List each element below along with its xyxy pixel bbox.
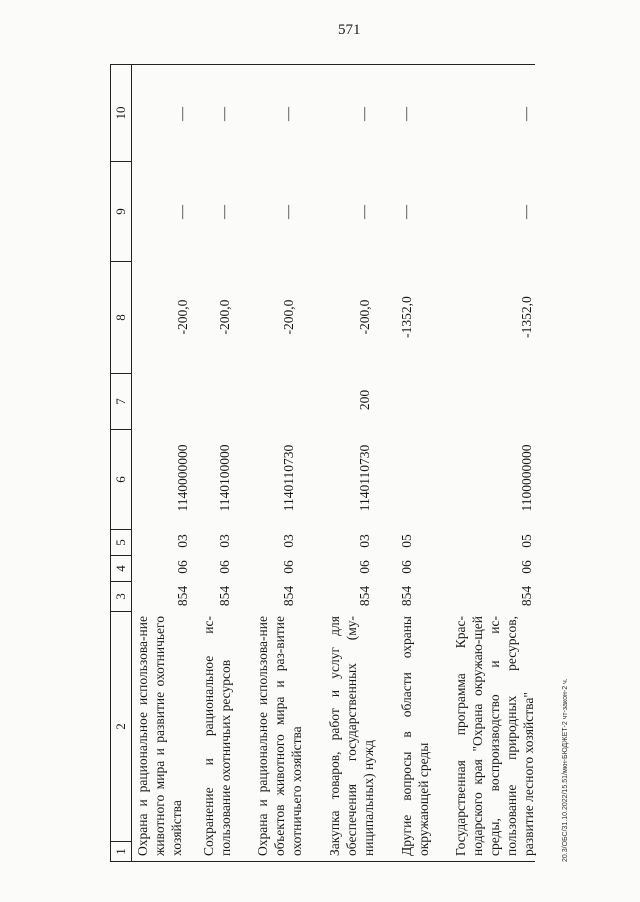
side-note: 20.3/ОБС/31.10.2022/15.51/мкн-БЮДЖЕТ-2 чт-закон-2 ч.	[562, 678, 569, 862]
table-row	[134, 64, 200, 862]
row-c3: 854	[175, 585, 190, 607]
header-col-6: 6	[111, 429, 131, 529]
table-row	[254, 64, 326, 862]
row-c4: 06	[399, 560, 414, 574]
row-c3: 854	[399, 585, 414, 607]
header-col-2: 2	[111, 611, 131, 841]
row-c8: -1352,0	[399, 296, 414, 338]
row-c5: 03	[175, 534, 190, 548]
header-col-9: 9	[111, 161, 131, 261]
row-name: Закупка товаров, работ и услуг для обеспечения государственных (му-ниципальных) нужд	[327, 616, 376, 856]
header-col-3: 3	[111, 581, 131, 611]
row-c8: -200,0	[357, 299, 372, 335]
row-c9: —	[357, 205, 372, 219]
table-row	[200, 64, 254, 862]
row-c9: —	[281, 205, 296, 219]
table-row	[398, 64, 452, 862]
header-col-8: 8	[111, 261, 131, 373]
row-name: Сохранение и рациональное ис-пользование охотничьих ресурсов	[201, 616, 233, 856]
row-c9: —	[399, 205, 414, 219]
row-c6: 1140100000	[217, 444, 232, 512]
row-c5: 03	[281, 534, 296, 548]
row-c10: —	[399, 107, 414, 121]
row-c9: —	[175, 205, 190, 219]
row-c4: 06	[281, 560, 296, 574]
row-c3: 854	[519, 585, 534, 607]
row-name: Другие вопросы в области охраны окружающей среды	[399, 616, 431, 856]
page-number: 571	[338, 22, 361, 38]
row-c10: —	[281, 107, 296, 121]
row-c9: —	[519, 205, 534, 219]
table-row	[326, 64, 398, 862]
row-c5: 03	[357, 534, 372, 548]
budget-table	[110, 64, 535, 862]
table-row	[452, 64, 534, 862]
header-col-10: 10	[113, 106, 128, 120]
row-c10: —	[519, 107, 534, 121]
table-header	[110, 64, 132, 862]
row-c8: -200,0	[281, 299, 296, 335]
row-c6: 1140000000	[175, 444, 190, 512]
header-col-1: 1	[111, 841, 131, 861]
row-name: Охрана и рациональное использова-ние объектов животного мира и раз-витие охотничьего хозяйства	[255, 616, 304, 856]
row-c6: 1100000000	[519, 444, 534, 512]
row-c4: 06	[357, 560, 372, 574]
row-c4: 06	[217, 560, 232, 574]
row-c8: -200,0	[175, 299, 190, 335]
row-c6: 1140110730	[281, 444, 296, 512]
row-c5: 05	[399, 534, 414, 548]
row-c10: —	[175, 107, 190, 121]
row-c5: 05	[519, 534, 534, 548]
header-col-7: 7	[111, 373, 131, 429]
row-c8: -1352,0	[519, 296, 534, 338]
row-c9: —	[217, 205, 232, 219]
row-c6: 1140110730	[357, 444, 372, 512]
row-c5: 03	[217, 534, 232, 548]
row-c10: —	[217, 107, 232, 121]
row-name: Государственная программа Крас-нодарского края "Охрана окружаю-щей среды, воспроизводство и ис-пользование природных ресурсов, развитие лесного хозяйства"	[453, 616, 536, 856]
row-c4: 06	[175, 560, 190, 574]
row-c7: 200	[357, 389, 372, 411]
row-name: Охрана и рациональное использова-ние животного мира и развитие охотничьего хозяйства	[135, 616, 184, 856]
row-c10: —	[357, 107, 372, 121]
header-col-5: 5	[111, 529, 131, 555]
row-c3: 854	[281, 585, 296, 607]
row-c3: 854	[357, 585, 372, 607]
row-c3: 854	[217, 585, 232, 607]
header-col-4: 4	[111, 555, 131, 581]
row-c4: 06	[519, 560, 534, 574]
row-c8: -200,0	[217, 299, 232, 335]
